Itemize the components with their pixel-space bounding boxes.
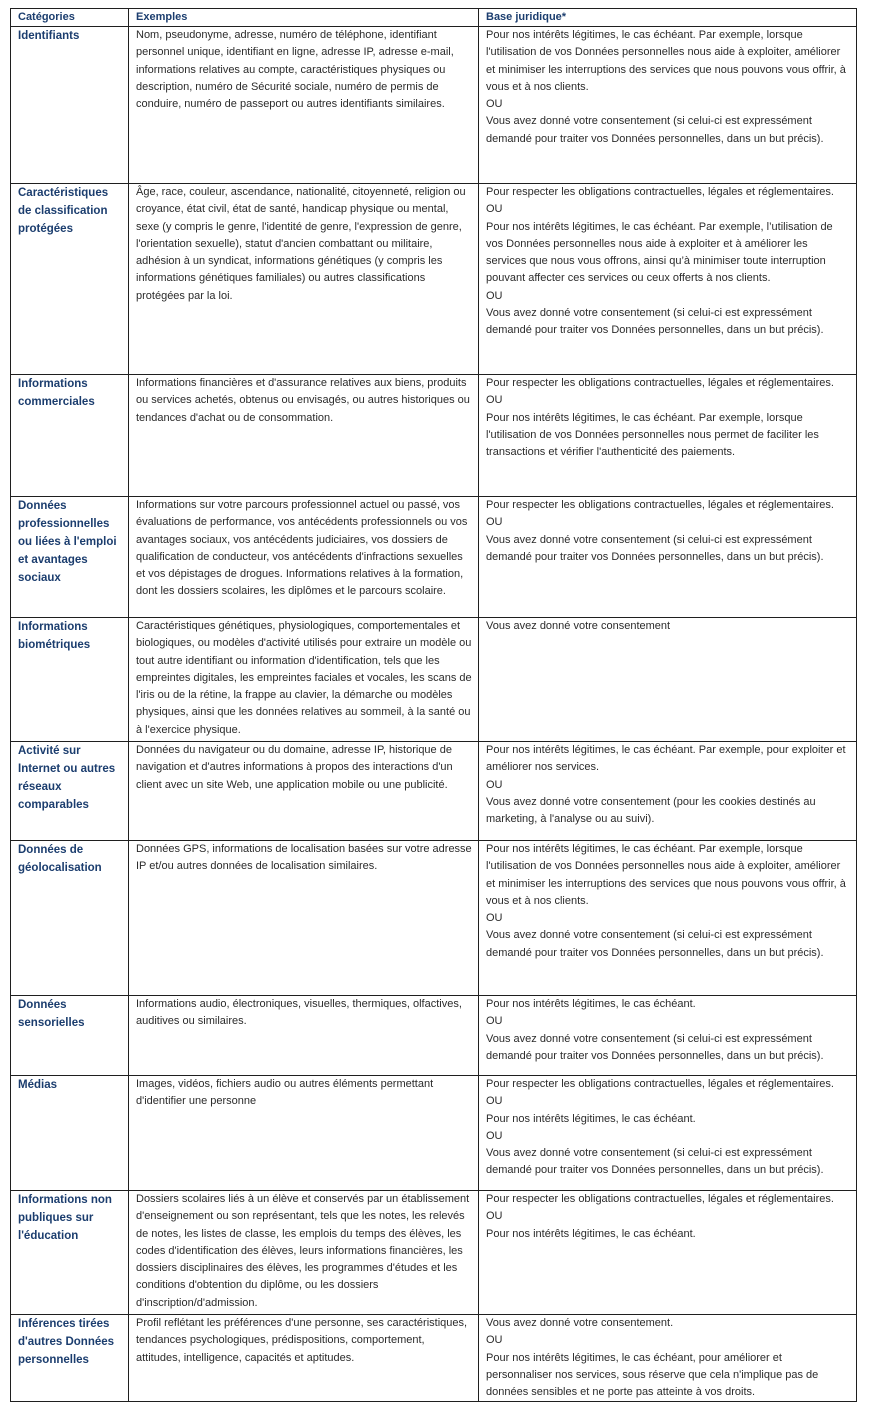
- examples-cell: Images, vidéos, fichiers audio ou autres éléments permettant d'identifier une personne: [129, 1076, 479, 1191]
- or-separator: OU: [486, 1129, 503, 1142]
- legal-basis-text: Pour respecter les obligations contractuelles, légales et réglementaires.: [486, 186, 834, 198]
- legal-basis-text: Pour respecter les obligations contractuelles, légales et réglementaires.: [486, 499, 834, 511]
- table-row: [11, 996, 857, 1076]
- legal-basis-text: Pour nos intérêts légitimes, le cas échéant. Par exemple, lorsque l'utilisation de vos Données personnelles nous permet de faciliter les transactions et vérifier l'authenticité des paiements.: [486, 411, 819, 459]
- category-cell: Caractéristiques de classification protégées: [11, 184, 129, 375]
- or-separator: OU: [486, 394, 503, 407]
- header-examples: Exemples: [129, 9, 479, 27]
- or-separator: OU: [486, 98, 503, 111]
- legal-basis-cell: [479, 996, 857, 1076]
- category-cell: Identifiants: [11, 27, 129, 184]
- legal-basis-cell: [479, 618, 857, 742]
- legal-basis-cell: [479, 841, 857, 996]
- examples-cell: Âge, race, couleur, ascendance, nationalité, citoyenneté, religion ou croyance, état civil, état de santé, handicap physique ou mental, sexe (y compris le genre, l'identité de genre, l'expression de genre, l'orientation sexuelle), statut d'ancien combattant ou militaire, adhésion à un syndicat, informations génétiques (y compris les informations génétiques familiales) ou autres classifications protégées par la loi.: [129, 184, 479, 375]
- or-separator: OU: [486, 1015, 503, 1028]
- category-cell: Données de géolocalisation: [11, 841, 129, 996]
- legal-basis-text: Pour nos intérêts légitimes, le cas échéant.: [486, 1227, 696, 1240]
- category-cell: Informations biométriques: [11, 618, 129, 742]
- table-header-row: [11, 9, 857, 27]
- table-row: [11, 1315, 857, 1402]
- examples-cell: Informations audio, électroniques, visuelles, thermiques, olfactives, auditives ou similaires.: [129, 996, 479, 1076]
- legal-basis-cell: [479, 1076, 857, 1191]
- legal-basis-text: Pour nos intérêts légitimes, le cas échéant. Par exemple, l’utilisation de vos Données personnelles nous aide à exploiter et à améliorer les services que nous vous offrons, ainsi qu’à minimiser toute interruption pouvant affecter ces services ou ceux offerts à nos clients.: [486, 220, 833, 285]
- legal-basis-text: Pour nos intérêts légitimes, le cas échéant.: [486, 998, 696, 1010]
- table-row: [11, 184, 857, 375]
- legal-basis-text: Pour nos intérêts légitimes, le cas échéant, pour améliorer et personnaliser nos services, sous réserve que cela n'implique pas de données sensibles et ne porte pas atteinte à vos droits.: [486, 1351, 819, 1399]
- legal-basis-cell: [479, 27, 857, 184]
- table-row: [11, 1076, 857, 1191]
- legal-basis-text: Vous avez donné votre consentement (si celui-ci est expressément demandé pour traiter vos Données personnelles, dans un but précis).: [486, 115, 824, 145]
- header-categories: Catégories: [11, 9, 129, 27]
- personal-data-categories-table: [10, 8, 857, 1402]
- examples-cell: Informations sur votre parcours professionnel actuel ou passé, vos évaluations de performance, vos antécédents professionnels ou vos avantages sociaux, vos antécédents judiciaires, vos dossiers de qualification de conducteur, vos antécédents d'infractions sexuelles et vos dépistages de drogues. Informations relatives à la formation, dont les dossiers scolaires, les diplômes et le parcours scolaire.: [129, 497, 479, 618]
- legal-basis-text: Vous avez donné votre consentement (si celui-ci est expressément demandé pour traiter vos Données personnelles, dans un but précis).: [486, 1032, 824, 1062]
- examples-cell: Données du navigateur ou du domaine, adresse IP, historique de navigation et d'autres informations à propos des interactions d'un client avec un site Web, une application mobile ou une publicité.: [129, 742, 479, 841]
- legal-basis-text: Pour respecter les obligations contractuelles, légales et réglementaires.: [486, 1193, 834, 1205]
- examples-cell: Données GPS, informations de localisation basées sur votre adresse IP et/ou autres données de localisation similaires.: [129, 841, 479, 996]
- or-separator: OU: [486, 203, 503, 216]
- table-body: [11, 27, 857, 1402]
- category-cell: Inférences tirées d'autres Données personnelles: [11, 1315, 129, 1402]
- legal-basis-cell: [479, 1315, 857, 1402]
- or-separator: OU: [486, 1095, 503, 1108]
- legal-basis-text: Pour respecter les obligations contractuelles, légales et réglementaires.: [486, 377, 834, 389]
- legal-basis-cell: [479, 375, 857, 497]
- legal-basis-text: Vous avez donné votre consentement (si celui-ci est expressément demandé pour traiter vos Données personnelles, dans un but précis).: [486, 533, 824, 563]
- table-row: [11, 1191, 857, 1315]
- examples-cell: Caractéristiques génétiques, physiologiques, comportementales et biologiques, ou modèles d'activité utilisés pour extraire un modèle ou tout autre identifiant ou information d'identification, tels que les empreintes digitales, les empreintes faciales et vocales, les scans de l'iris ou de la rétine, la frappe au clavier, la démarche ou modèles physiques, ainsi que les données relatives au sommeil, à la santé ou à l'exercice physique.: [129, 618, 479, 742]
- legal-basis-text: Pour nos intérêts légitimes, le cas échéant. Par exemple, pour exploiter et améliorer nos services.: [486, 744, 846, 774]
- category-cell: Informations non publiques sur l'éducation: [11, 1191, 129, 1315]
- examples-cell: Informations financières et d'assurance relatives aux biens, produits ou services achetés, obtenus ou envisagés, ou autres historiques ou tendances d'achat ou de consommation.: [129, 375, 479, 497]
- legal-basis-text: Vous avez donné votre consentement: [486, 620, 671, 632]
- table-row: [11, 375, 857, 497]
- or-separator: OU: [486, 289, 503, 302]
- table-row: [11, 618, 857, 742]
- table-row: [11, 497, 857, 618]
- legal-basis-cell: [479, 742, 857, 841]
- legal-basis-cell: [479, 497, 857, 618]
- legal-basis-text: Vous avez donné votre consentement (pour les cookies destinés au marketing, à l'analyse ou au suivi).: [486, 795, 816, 826]
- or-separator: OU: [486, 1334, 503, 1347]
- category-cell: Données professionnelles ou liées à l'emploi et avantages sociaux: [11, 497, 129, 618]
- category-cell: Médias: [11, 1076, 129, 1191]
- or-separator: OU: [486, 1210, 503, 1223]
- table-row: [11, 841, 857, 996]
- legal-basis-text: Vous avez donné votre consentement (si celui-ci est expressément demandé pour traiter vos Données personnelles, dans un but précis).: [486, 1147, 824, 1177]
- category-cell: Données sensorielles: [11, 996, 129, 1076]
- examples-cell: Nom, pseudonyme, adresse, numéro de téléphone, identifiant personnel unique, identifiant en ligne, adresse IP, adresse e-mail, informations relatives au compte, caractéristiques physiques ou description, numéro de Sécurité sociale, numéro de permis de conduire, numéro de passeport ou autres identifiants similaires.: [129, 27, 479, 184]
- or-separator: OU: [486, 778, 503, 791]
- legal-basis-text: Pour nos intérêts légitimes, le cas échéant. Par exemple, lorsque l'utilisation de vos Données personnelles nous aide à exploiter, améliorer et minimiser les interruptions des services que nous pouvons vous offrir, à vous et à nos clients.: [486, 29, 846, 93]
- legal-basis-text: Vous avez donné votre consentement (si celui-ci est expressément demandé pour traiter vos Données personnelles, dans un but précis).: [486, 929, 824, 959]
- examples-cell: Dossiers scolaires liés à un élève et conservés par un établissement d'enseignement ou son représentant, tels que les notes, les relevés de notes, les listes de classe, les emplois du temps des élèves, les codes d'identification des élèves, leurs informations financières, les dossiers disciplinaires des élèves, les programmes d'études et les conditions d'obtention du diplôme, ou les dossiers d'inscription/d'admission.: [129, 1191, 479, 1315]
- header-legal-basis: Base juridique*: [479, 9, 857, 27]
- table-row: [11, 27, 857, 184]
- or-separator: OU: [486, 912, 503, 925]
- legal-basis-cell: [479, 184, 857, 375]
- or-separator: OU: [486, 516, 503, 529]
- legal-basis-text: Vous avez donné votre consentement.: [486, 1317, 674, 1329]
- legal-basis-text: Pour respecter les obligations contractuelles, légales et réglementaires.: [486, 1078, 834, 1090]
- legal-basis-text: Vous avez donné votre consentement (si celui-ci est expressément demandé pour traiter vos Données personnelles, dans un but précis).: [486, 307, 824, 337]
- category-cell: Informations commerciales: [11, 375, 129, 497]
- table-row: [11, 742, 857, 841]
- legal-basis-cell: [479, 1191, 857, 1315]
- legal-basis-text: Pour nos intérêts légitimes, le cas échéant.: [486, 1112, 696, 1125]
- examples-cell: Profil reflétant les préférences d'une personne, ses caractéristiques, tendances psychologiques, prédispositions, comportement, attitudes, intelligence, capacités et aptitudes.: [129, 1315, 479, 1402]
- legal-basis-text: Pour nos intérêts légitimes, le cas échéant. Par exemple, lorsque l'utilisation de vos Données personnelles nous aide à exploiter, améliorer et minimiser les interruptions des services que nous pouvons vous offrir, à vous et à nos clients.: [486, 843, 846, 907]
- category-cell: Activité sur Internet ou autres réseaux comparables: [11, 742, 129, 841]
